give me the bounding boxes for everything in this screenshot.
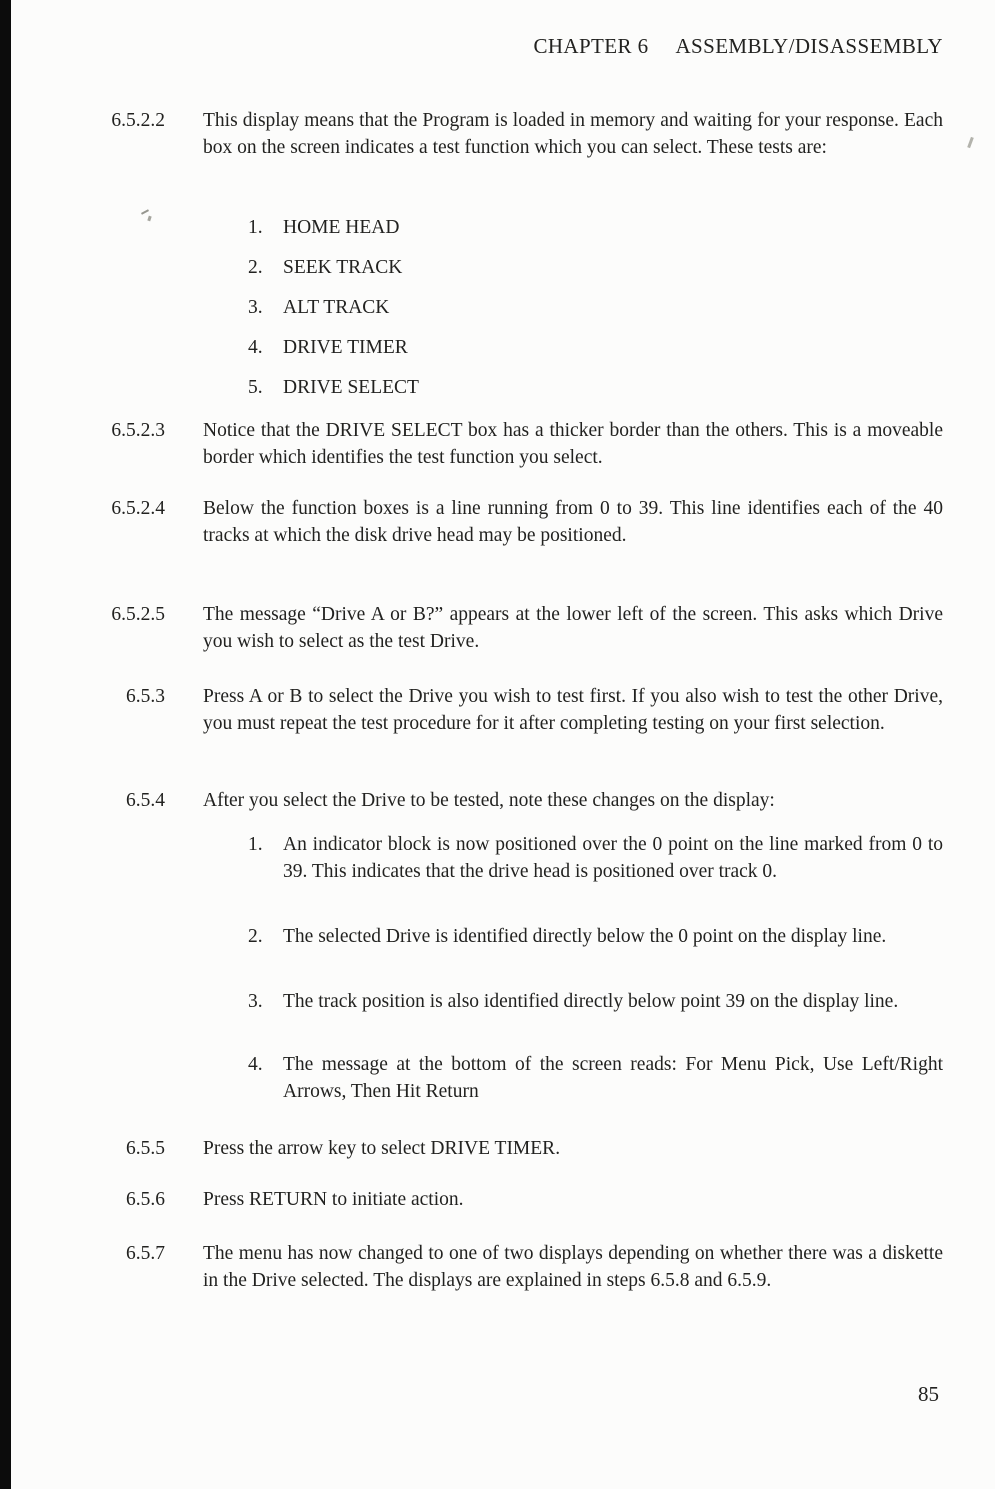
section-number: 6.5.4 bbox=[126, 790, 165, 811]
page-number: 85 bbox=[918, 1382, 939, 1406]
list-item-number: 1. bbox=[248, 217, 263, 238]
list-item-number: 2. bbox=[248, 926, 263, 947]
list-item bbox=[248, 214, 419, 241]
scan-edge-artifact bbox=[0, 0, 11, 1489]
list-item-label: HOME HEAD bbox=[283, 217, 400, 238]
section-text: Notice that the DRIVE SELECT box has a thicker border than the others. This is a moveable border which identifies the test function you select. bbox=[203, 420, 943, 468]
section-text: The message “Drive A or B?” appears at the lower left of the screen. This asks which Drive you wish to select as the test Drive. bbox=[203, 604, 943, 652]
section-number: 6.5.5 bbox=[126, 1138, 165, 1159]
section-number: 6.5.6 bbox=[126, 1189, 165, 1210]
section-number: 6.5.7 bbox=[126, 1243, 165, 1264]
section-text: The menu has now changed to one of two displays depending on whether there was a diskette in the Drive selected. The displays are explained in steps 6.5.8 and 6.5.9. bbox=[203, 1243, 943, 1291]
list-item-text: The selected Drive is identified directly below the 0 point on the display line. bbox=[283, 926, 887, 947]
display-change-item bbox=[248, 923, 943, 950]
section-text: Press RETURN to initiate action. bbox=[203, 1189, 464, 1210]
list-item bbox=[248, 294, 419, 321]
scan-artifact-mark bbox=[967, 137, 974, 148]
section-number: 6.5.2.2 bbox=[111, 110, 165, 131]
list-item-number: 1. bbox=[248, 834, 263, 855]
list-item bbox=[248, 334, 419, 361]
section-number: 6.5.2.5 bbox=[111, 604, 165, 625]
test-function-list bbox=[248, 214, 419, 414]
display-change-item bbox=[248, 1051, 943, 1105]
list-item-text: The track position is also identified directly below point 39 on the display line. bbox=[283, 991, 899, 1012]
section-text: Below the function boxes is a line running from 0 to 39. This line identifies each of the 40 tracks at which the disk drive head may be positioned. bbox=[203, 498, 943, 546]
section-text: Press the arrow key to select DRIVE TIMER. bbox=[203, 1138, 561, 1159]
list-item-number: 3. bbox=[248, 297, 263, 318]
list-item-text: The message at the bottom of the screen reads: For Menu Pick, Use Left/Right Arrows, Then Hit Return bbox=[283, 1054, 943, 1102]
section-number: 6.5.2.3 bbox=[111, 420, 165, 441]
display-change-item bbox=[248, 831, 943, 885]
list-item-label: SEEK TRACK bbox=[283, 257, 403, 278]
list-item-number: 5. bbox=[248, 377, 263, 398]
list-item-label: ALT TRACK bbox=[283, 297, 390, 318]
display-change-item bbox=[248, 988, 943, 1015]
section-number: 6.5.2.4 bbox=[111, 498, 165, 519]
chapter-title: ASSEMBLY/DISASSEMBLY bbox=[675, 34, 943, 58]
section-number: 6.5.3 bbox=[126, 686, 165, 707]
list-item-number: 4. bbox=[248, 337, 263, 358]
list-item-number: 2. bbox=[248, 257, 263, 278]
scan-artifact-mark bbox=[141, 208, 153, 222]
list-item-text: An indicator block is now positioned over the 0 point on the line marked from 0 to 39. This indicates that the drive head is positioned over track 0. bbox=[283, 834, 943, 882]
list-item-label: DRIVE SELECT bbox=[283, 377, 419, 398]
section-text: After you select the Drive to be tested, note these changes on the display: bbox=[203, 790, 775, 811]
section-text: Press A or B to select the Drive you wish to test first. If you also wish to test the other Drive, you must repeat the test procedure for it after completing testing on your first selection. bbox=[203, 686, 943, 734]
running-header bbox=[0, 34, 943, 59]
chapter-label: CHAPTER 6 bbox=[533, 34, 649, 58]
list-item-label: DRIVE TIMER bbox=[283, 337, 408, 358]
list-item bbox=[248, 254, 419, 281]
list-item bbox=[248, 374, 419, 401]
section-text: This display means that the Program is loaded in memory and waiting for your response. Each box on the screen indicates a test function which you can select. These tests are: bbox=[203, 110, 943, 158]
list-item-number: 3. bbox=[248, 991, 263, 1012]
list-item-number: 4. bbox=[248, 1054, 263, 1075]
